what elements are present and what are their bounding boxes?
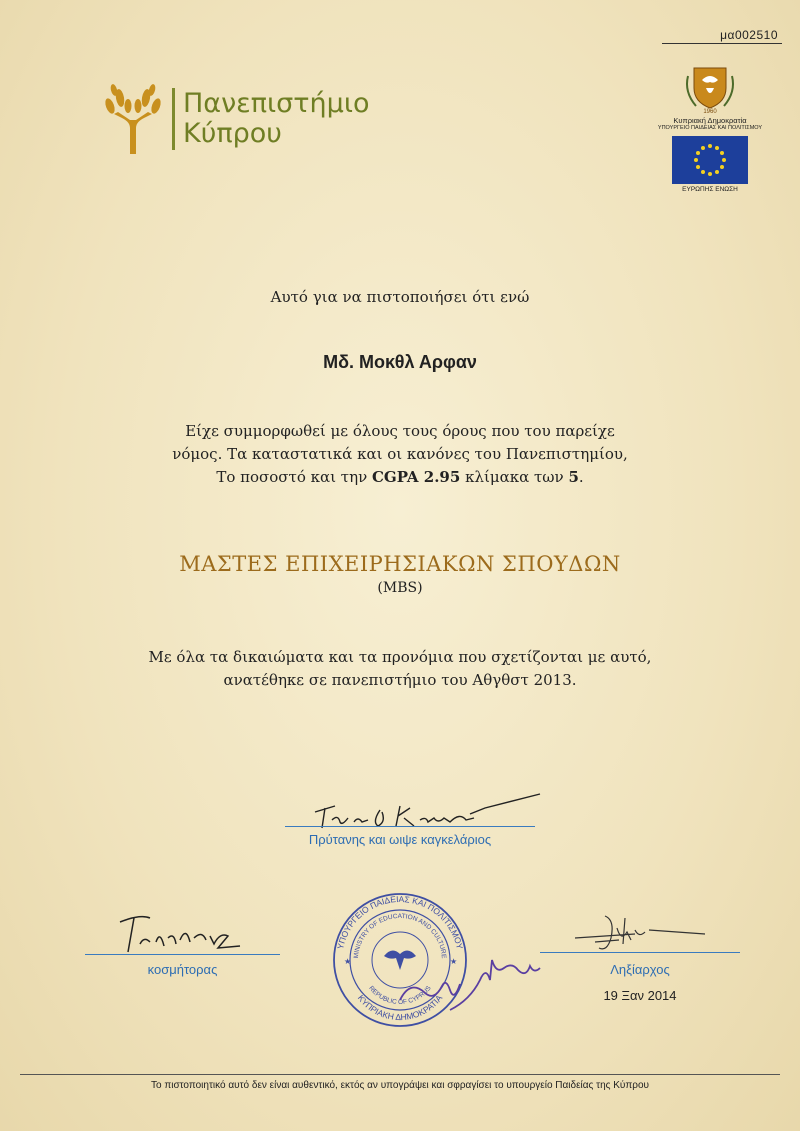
rights-line2: ανατέθηκε σε πανεπιστήμιο του Αθγθστ 2013. [223, 671, 577, 689]
university-name-line2: Κύπρου [183, 118, 282, 149]
university-name-line1: Πανεπιστήμιο [183, 87, 370, 119]
conditions-line3 [0, 466, 800, 489]
registrar-title: Ληξίαρχος [610, 962, 670, 977]
logo-divider [172, 88, 175, 150]
ministry-seal-signature [380, 940, 560, 1020]
republic-name: Κυπριακή Δημοκρατία [673, 116, 747, 125]
svg-text:1960: 1960 [703, 109, 717, 114]
conditions-line3-start: Το ποσοστό και την [216, 468, 368, 486]
footer-divider [20, 1074, 780, 1075]
seal-inner-top-text: MINISTRY OF EDUCATION AND CULTURE [352, 912, 448, 959]
rights-line1: Με όλα τα δικαιώματα και τα προνόμια που σχετίζονται με αυτό, [148, 648, 652, 666]
conditions-line1: Είχε συμμορφωθεί με όλους τους όρους που του παρείχε [185, 422, 615, 440]
olive-tree-icon [100, 84, 166, 154]
conditions-line3-mid: κλίμακα των [465, 468, 564, 486]
seal-inner-bottom-text: REPUBLIC OF CYPRUS [367, 984, 433, 1007]
ministry-name: ΥΠΟΥΡΓΕΙΟ ΠΑΙΔΕΙΑΣ ΚΑΙ ΠΟΛΙΤΙΣΜΟΥ [657, 125, 763, 131]
eu-label: ΕΥΡΩΠΗΣ ΕΝΩΣΗ [682, 186, 738, 193]
seal-outer-top-text: ΥΠΟΥΡΓΕΙΟ ΠΑΙΔΕΙΑΣ ΚΑΙ ΠΟΛΙΤΙΣΜΟΥ [335, 893, 465, 951]
scale-value: 5 [568, 468, 579, 486]
conditions-text [0, 420, 800, 489]
seal-outer-bottom-text: ΚΥΠΡΙΑΚΗ ΔΗΜΟΚΡΑΤΙΑ [355, 992, 445, 1023]
dean-signature [110, 908, 250, 958]
registrar-signature [565, 908, 715, 958]
rector-title: Πρύτανης και ωιψε καγκελάριος [308, 832, 492, 847]
svg-text:★: ★ [450, 957, 458, 966]
recipient-name: Μδ. Μοκθλ Αρφαν [323, 352, 477, 372]
serial-number: μα002510 [720, 28, 778, 42]
conditions-line2: νόμος. Τα καταστατικά και οι κανόνες του Πανεπιστημίου, [172, 445, 628, 463]
university-name [183, 89, 369, 149]
university-logo [100, 84, 369, 154]
government-emblems [650, 62, 770, 193]
eu-flag-icon [672, 136, 748, 184]
intro-text: Αυτό για να πιστοποιήσει ότι ενώ [270, 288, 530, 306]
registrar-signature-line [540, 952, 740, 953]
conditions-line3-end: . [578, 468, 584, 486]
issue-date: 19 Ξαν 2014 [603, 988, 677, 1003]
footer-disclaimer: Το πιστοποιητικό αυτό δεν είναι αυθεντικό, εκτός αν υπογράψει και σφραγίσει το υπουργείο Παιδείας της Κύπρου [150, 1080, 650, 1091]
cgpa-value: CGPA 2.95 [371, 468, 461, 486]
serial-underline [662, 43, 782, 44]
dean-signature-line [85, 954, 280, 955]
dean-title: κοσμήτορας [147, 962, 218, 977]
svg-text:★: ★ [344, 957, 352, 966]
rector-signature-line [285, 826, 535, 827]
degree-title: ΜΑΣΤΕΣ ΕΠΙΧΕΙΡΗΣΙΑΚΩΝ ΣΠΟΥΔΩΝ [179, 552, 621, 576]
cyprus-coat-of-arms-icon [680, 62, 740, 114]
rights-text [0, 646, 800, 692]
degree-abbreviation: (MBS) [377, 580, 423, 596]
